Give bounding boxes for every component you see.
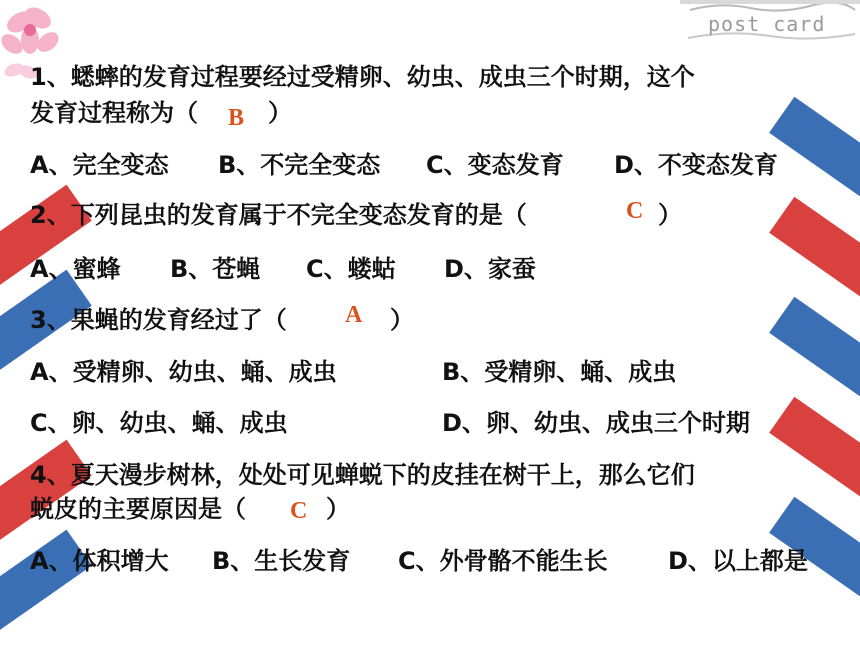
question-3-option: A、受精卵、幼虫、蛹、成虫 xyxy=(30,358,337,386)
postcard-label: post card xyxy=(708,12,826,36)
stripe-decoration xyxy=(0,440,92,545)
question-1-option: A、完全变态 xyxy=(30,151,169,179)
question-4-stem-close: ） xyxy=(326,495,350,523)
question-3-stem-close: ） xyxy=(390,306,414,334)
question-4-option: D、以上都是 xyxy=(668,547,808,575)
question-2-option: A、蜜蜂 xyxy=(30,255,121,283)
question-3-option: D、卵、幼虫、成虫三个时期 xyxy=(442,409,750,437)
question-4-option: B、生长发育 xyxy=(212,547,351,575)
question-3-option: B、受精卵、蛹、成虫 xyxy=(442,358,677,386)
question-4-answer: C xyxy=(290,498,308,524)
question-1-option: B、不完全变态 xyxy=(218,151,381,179)
question-2-stem: 2、下列昆虫的发育属于不完全变态发育的是（ xyxy=(30,201,527,229)
stripe-decoration xyxy=(769,197,860,308)
question-1-option: C、变态发育 xyxy=(426,151,564,179)
question-1-answer: B xyxy=(228,105,245,131)
question-3-option: C、卵、幼虫、蛹、成虫 xyxy=(30,409,288,437)
question-3-stem: 3、果蝇的发育经过了（ xyxy=(30,306,287,334)
question-3-answer: A xyxy=(345,302,363,328)
stripe-decoration xyxy=(769,297,860,408)
question-2-option: D、家蚕 xyxy=(444,255,536,283)
question-1-stem-line1: 1、蟋蟀的发育过程要经过受精卵、幼虫、成虫三个时期，这个 xyxy=(30,63,695,91)
question-1-stem-prefix: 发育过程称为（ xyxy=(30,99,198,127)
question-2-option: C、蝼蛄 xyxy=(306,255,396,283)
stripe-decoration xyxy=(769,97,860,208)
question-4-option: A、体积增大 xyxy=(30,547,169,575)
question-4-stem-line2: 蜕皮的主要原因是（ xyxy=(30,495,246,523)
stripe-decoration xyxy=(769,397,860,508)
question-4-option: C、外骨骼不能生长 xyxy=(398,547,608,575)
question-1-stem-close: ） xyxy=(268,99,292,127)
question-1-stem-line2 xyxy=(30,98,198,128)
question-1-option: D、不变态发育 xyxy=(614,151,778,179)
question-2-stem-close: ） xyxy=(658,201,682,229)
question-2-option: B、苍蝇 xyxy=(170,255,261,283)
question-4-stem-line1: 4、夏天漫步树林，处处可见蝉蜕下的皮挂在树干上，那么它们 xyxy=(30,461,695,489)
question-2-answer: C xyxy=(626,198,644,224)
